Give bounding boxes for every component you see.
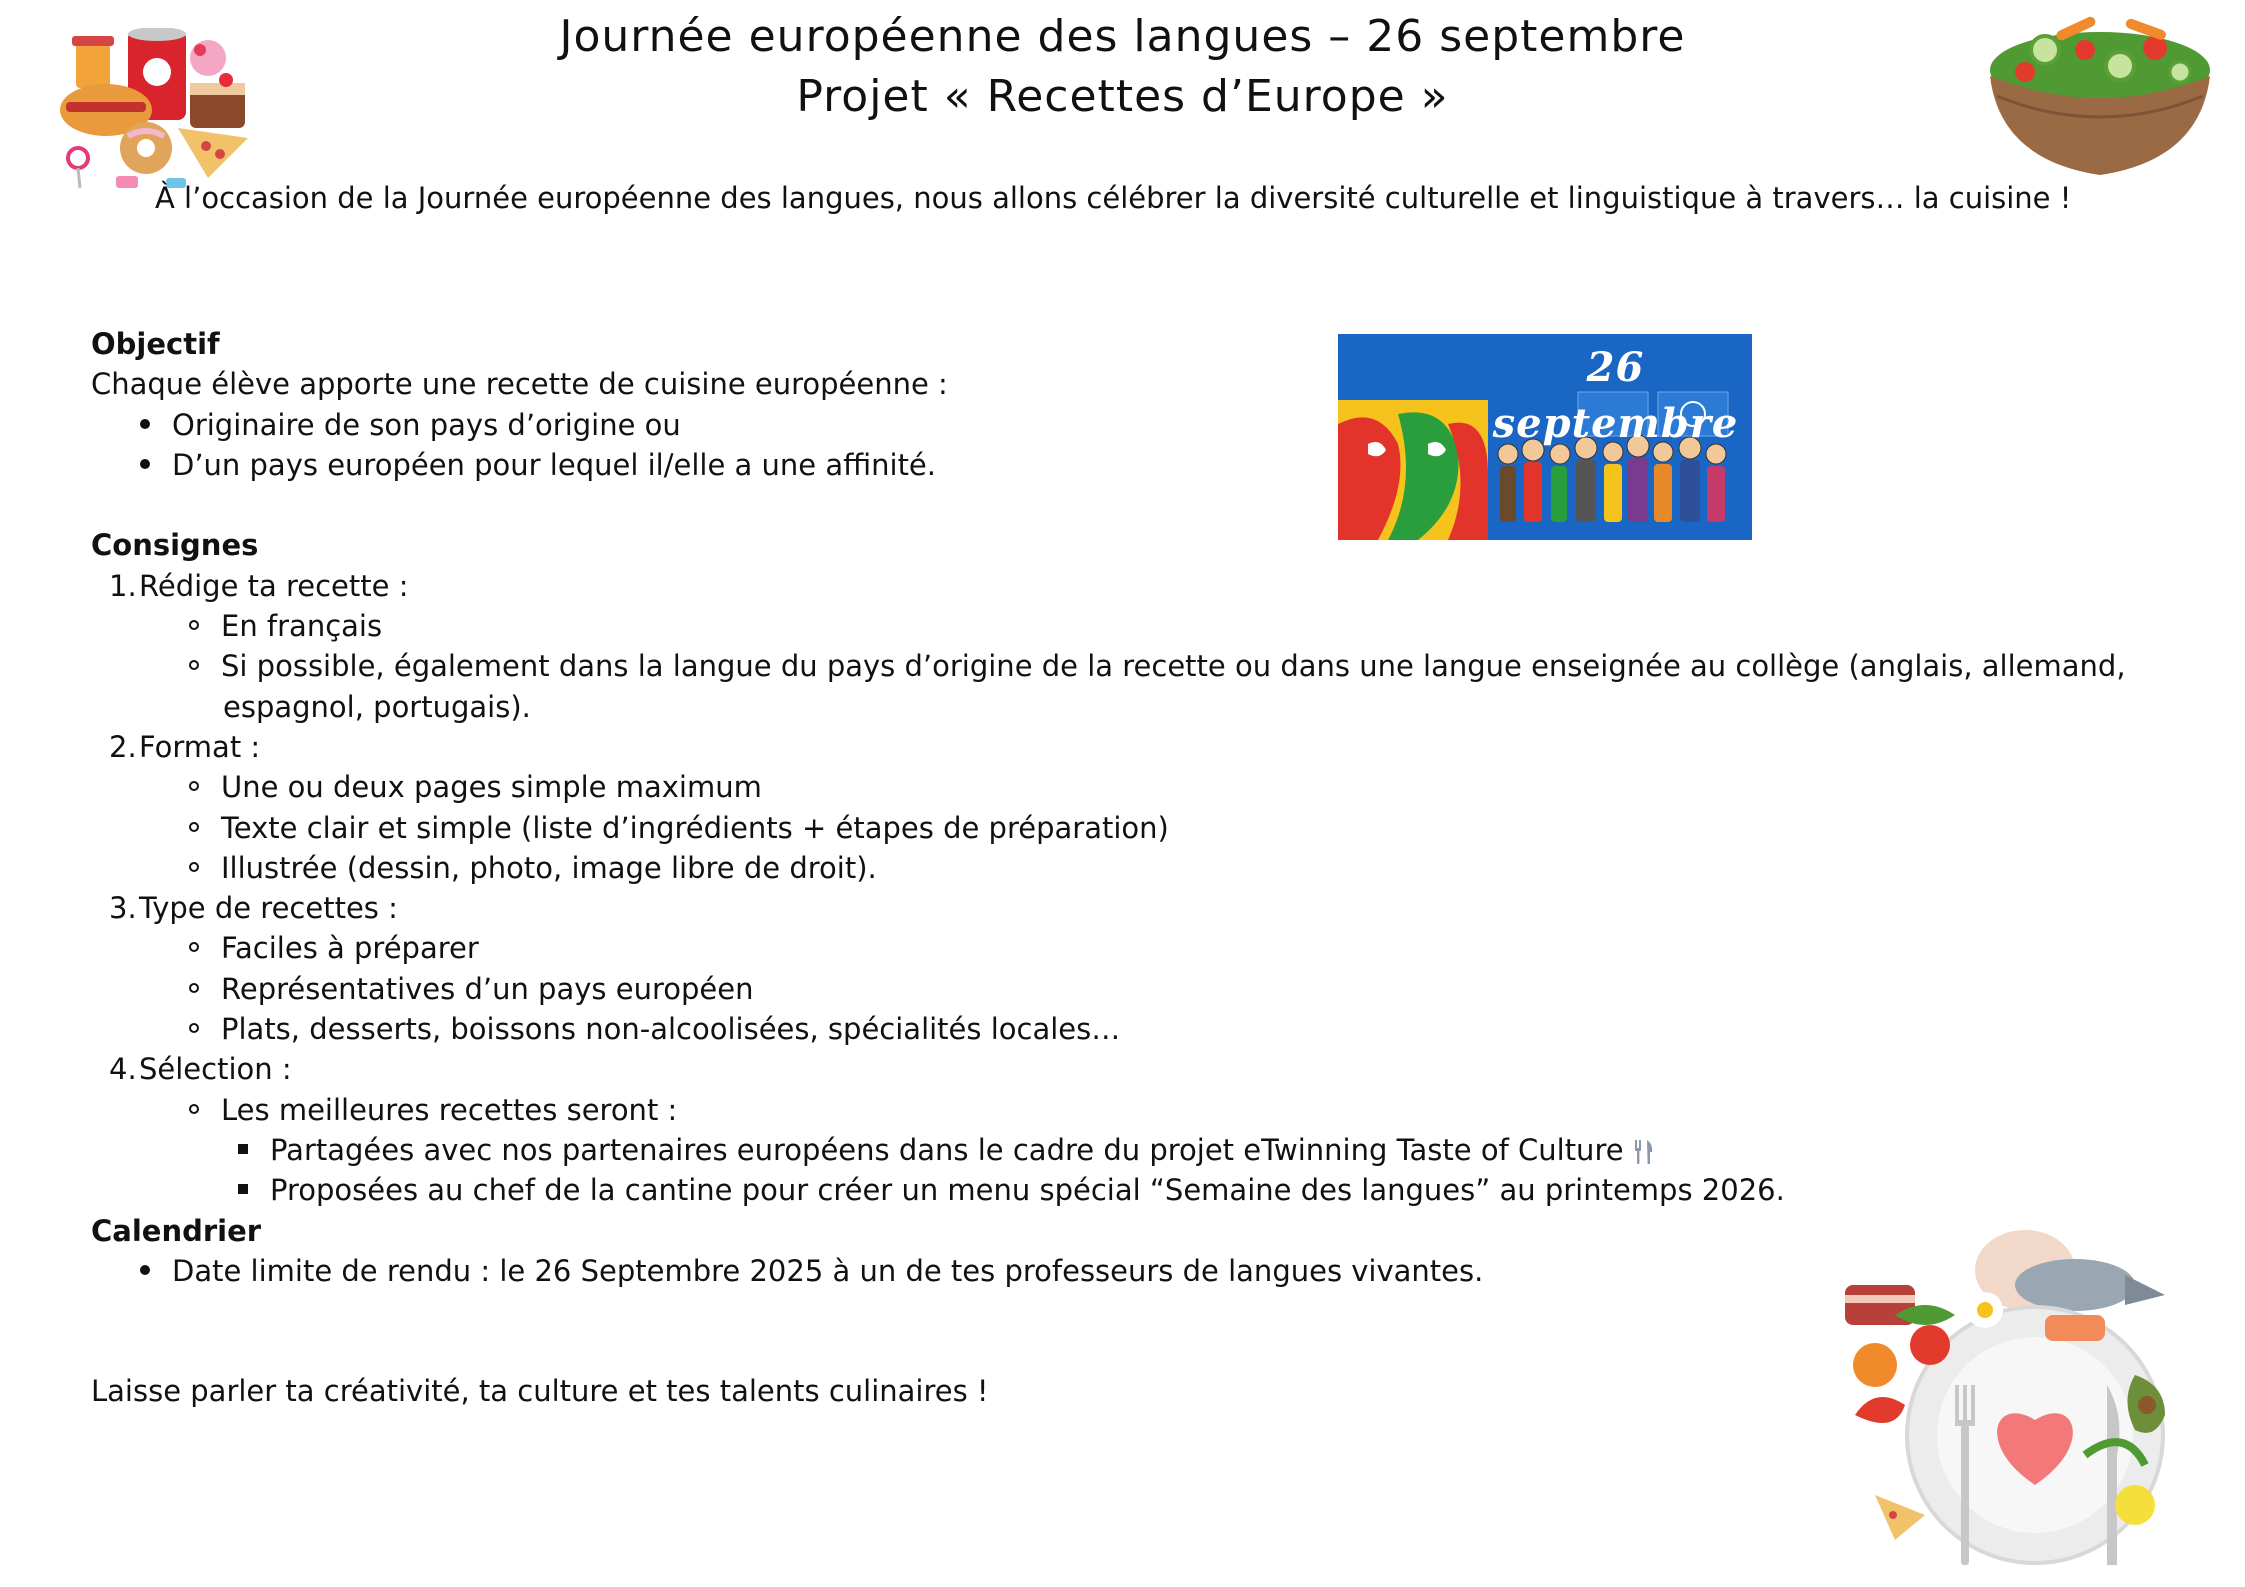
poster-date-text: 26 septembre [1492, 344, 1739, 447]
list-item-text: Originaire de son pays d’origine ou [172, 407, 681, 442]
closing-text: Laisse parler ta créativité, ta culture et tes talents culinaires ! [91, 1374, 989, 1409]
list-item-text: En français [221, 609, 383, 644]
circle-bullet-icon [189, 1023, 199, 1033]
list-item [91, 1009, 2191, 1049]
list-item [91, 1130, 2191, 1170]
list-item [91, 808, 2191, 848]
square-bullet-icon [238, 1184, 248, 1194]
list-item-text: Représentatives d’un pays européen [221, 971, 754, 1006]
numbered-item [91, 727, 2191, 767]
list-item-continuation [91, 687, 2191, 727]
circle-bullet-icon [189, 942, 199, 952]
item-number: 2. [109, 729, 137, 764]
numbered-item [91, 1049, 2191, 1089]
bullet-icon [140, 419, 150, 429]
circle-bullet-icon [189, 983, 199, 993]
numbered-item [91, 566, 2191, 606]
list-item [91, 848, 2191, 888]
food-plate-illustration [1835, 1215, 2205, 1575]
consignes-heading: Consignes [91, 528, 259, 563]
item-label: Type de recettes : [139, 891, 398, 926]
item-label: Format : [139, 729, 261, 764]
calendrier-heading: Calendrier [91, 1213, 262, 1248]
page-title-line1: Journée européenne des langues – 26 septembre [559, 11, 1686, 62]
list-item [91, 928, 2191, 968]
item-number: 1. [109, 568, 137, 603]
list-item-text: Une ou deux pages simple maximum [221, 770, 762, 805]
item-number: 3. [109, 891, 137, 926]
list-item-text: Partagées avec nos partenaires européens dans le cadre du projet eTwinning Taste of Culture [270, 1132, 1624, 1167]
sweets-fastfood-illustration [58, 28, 268, 193]
list-item-text: Proposées au chef de la cantine pour créer un menu spécial “Semaine des langues” au printemps 2026. [270, 1173, 1785, 1208]
circle-bullet-icon [189, 660, 199, 670]
page-title-line2: Projet « Recettes d’Europe » [796, 71, 1449, 122]
square-bullet-icon [238, 1144, 248, 1154]
list-item [91, 606, 2191, 646]
objectif-heading: Objectif [91, 327, 220, 361]
item-label: Rédige ta recette : [139, 568, 409, 603]
item-label: Sélection : [139, 1052, 292, 1087]
list-item [91, 1090, 2191, 1130]
list-item [91, 646, 2191, 686]
bullet-icon [140, 459, 150, 469]
circle-bullet-icon [189, 862, 199, 872]
numbered-item [91, 888, 2191, 928]
circle-bullet-icon [189, 1104, 199, 1114]
list-item [91, 1170, 2191, 1210]
list-item [91, 405, 2191, 445]
list-item-text: Les meilleures recettes seront : [221, 1092, 678, 1127]
item-number: 4. [109, 1052, 137, 1087]
list-item [91, 969, 2191, 1009]
bullet-icon [140, 1265, 150, 1275]
objectif-text: Chaque élève apporte une recette de cuisine européenne : [91, 367, 948, 402]
list-item-text: D’un pays européen pour lequel il/elle a une affinité. [172, 447, 936, 482]
list-item [91, 445, 2191, 485]
circle-bullet-icon [189, 781, 199, 791]
list-item-text: Date limite de rendu : le 26 Septembre 2025 à un de tes professeurs de langues vivantes. [172, 1253, 1484, 1288]
circle-bullet-icon [189, 620, 199, 630]
circle-bullet-icon [189, 822, 199, 832]
fork-and-knife-icon [1632, 1138, 1656, 1166]
list-item-text: Faciles à préparer [221, 931, 479, 966]
list-item-text: Si possible, également dans la langue du pays d’origine de la recette ou dans une langue enseignée au collège (anglais, allemand, [221, 649, 2126, 684]
list-item-text: espagnol, portugais). [223, 689, 531, 724]
list-item-text: Plats, desserts, boissons non-alcoolisées, spécialités locales… [221, 1012, 1121, 1047]
list-item [91, 767, 2191, 807]
list-item-text: Illustrée (dessin, photo, image libre de droit). [221, 850, 877, 885]
salad-bowl-illustration [1985, 10, 2215, 180]
list-item-text: Texte clair et simple (liste d’ingrédients + étapes de préparation) [221, 810, 1169, 845]
intro-text: À l’occasion de la Journée européenne des langues, nous allons célébrer la diversité culturelle et linguistique à travers… la cuisine ! [155, 181, 2072, 215]
